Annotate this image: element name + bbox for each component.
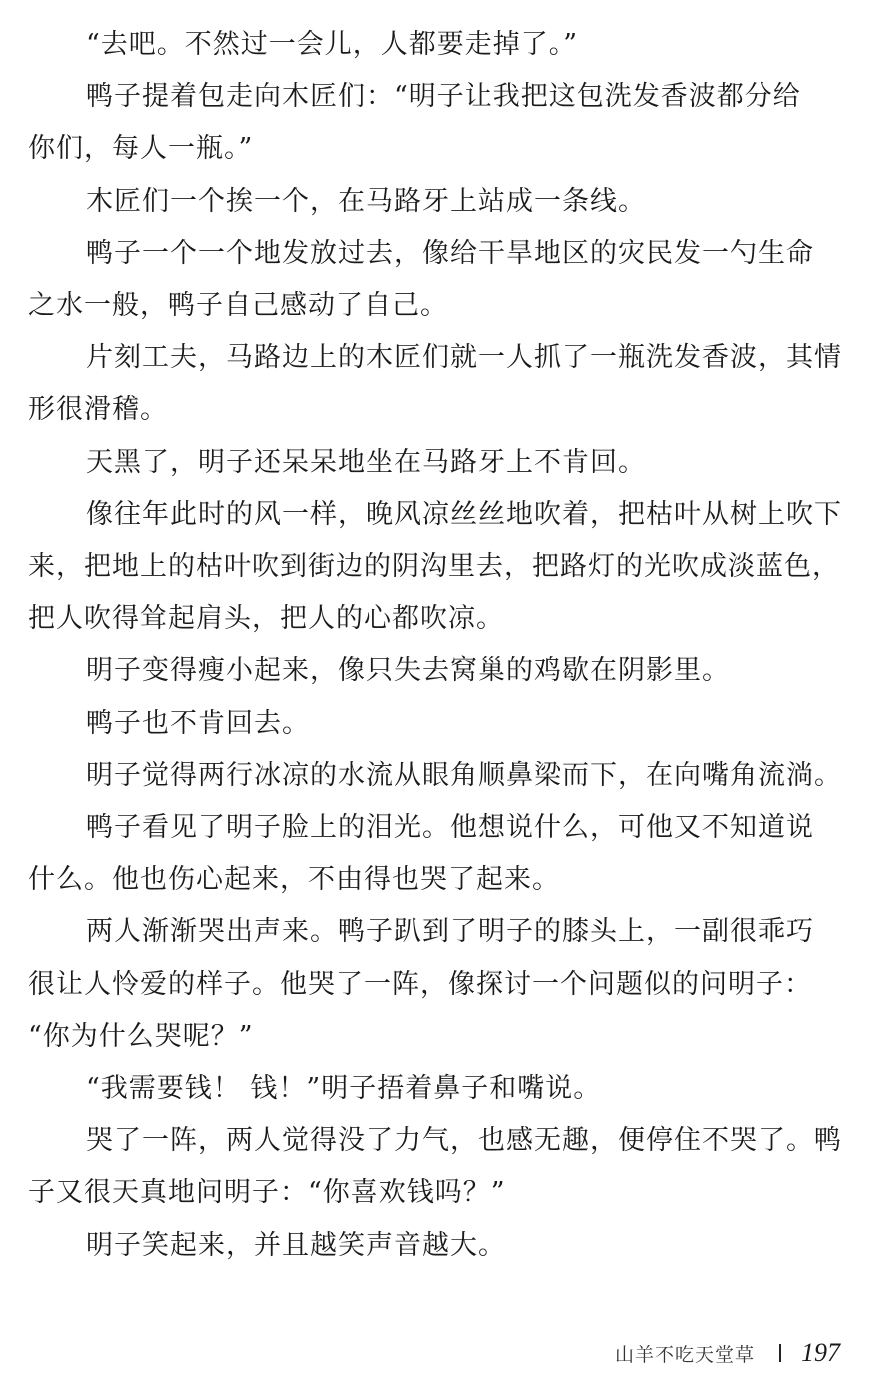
text-line: 片刻工夫，马路边上的木匠们就一人抓了一瓶洗发香波，其情	[86, 342, 842, 374]
book-title: 山羊不吃天堂草	[614, 1343, 755, 1366]
paragraph	[28, 1115, 844, 1219]
text-line: 鸭子一个一个地发放过去，像给干旱地区的灾民发一勺生命	[86, 237, 814, 269]
paragraph	[28, 71, 844, 175]
text-line: 两人渐渐哭出声来。鸭子趴到了明子的膝头上，一副很乖巧	[86, 916, 814, 948]
text-line: 鸭子看见了明子脸上的泪光。他想说什么，可他又不知道说	[86, 812, 814, 844]
paragraph	[28, 1063, 844, 1115]
text-line: 把人吹得耸起肩头，把人的心都吹凉。	[28, 603, 504, 635]
text-line: 明子变得瘦小起来，像只失去窝巢的鸡歇在阴影里。	[86, 655, 730, 687]
text-line: 鸭子也不肯回去。	[86, 707, 310, 739]
paragraph	[28, 906, 844, 1063]
paragraph	[28, 698, 844, 750]
text-line: 你们，每人一瓶。”	[28, 133, 254, 165]
text-line: 天黑了，明子还呆呆地坐在马路牙上不肯回。	[86, 446, 646, 478]
text-line: 鸭子提着包走向木匠们：“明子让我把这包洗发香波都分给	[86, 81, 801, 113]
paragraph	[28, 489, 844, 646]
text-line: 很让人怜爱的样子。他哭了一阵，像探讨一个问题似的问明子：	[28, 968, 812, 1000]
text-line: “我需要钱！ 钱！”明子捂着鼻子和嘴说。	[86, 1073, 602, 1105]
text-line: 之水一般，鸭子自己感动了自己。	[28, 290, 448, 322]
text-line: 子又很天真地问明子：“你喜欢钱吗？”	[28, 1177, 506, 1209]
text-line: 形很滑稽。	[28, 394, 168, 426]
paragraph	[28, 802, 844, 906]
text-line: 明子笑起来，并且越笑声音越大。	[86, 1229, 506, 1261]
paragraph	[28, 750, 844, 802]
paragraph	[28, 19, 844, 71]
text-line: 什么。他也伤心起来，不由得也哭了起来。	[28, 864, 560, 896]
page-footer	[560, 1333, 840, 1373]
text-line: 哭了一阵，两人觉得没了力气，也感无趣，便停住不哭了。鸭	[86, 1125, 842, 1157]
paragraph	[28, 1220, 844, 1272]
paragraph	[28, 176, 844, 228]
paragraph	[28, 645, 844, 697]
page-number: 197	[801, 1338, 840, 1367]
text-line: “去吧。不然过一会儿，人都要走掉了。”	[86, 29, 579, 60]
text-line: 木匠们一个挨一个，在马路牙上站成一条线。	[86, 185, 646, 217]
paragraph	[28, 437, 844, 489]
paragraph	[28, 332, 844, 436]
text-line: 明子觉得两行冰凉的水流从眼角顺鼻梁而下，在向嘴角流淌。	[86, 759, 842, 791]
text-line: “你为什么哭呢？”	[28, 1020, 254, 1052]
text-line: 像往年此时的风一样，晚风凉丝丝地吹着，把枯叶从树上吹下	[86, 498, 842, 530]
paragraph	[28, 228, 844, 332]
footer-separator	[779, 1344, 781, 1362]
text-line: 来，把地上的枯叶吹到街边的阴沟里去，把路灯的光吹成淡蓝色，	[28, 551, 840, 583]
page-body	[28, 19, 844, 1272]
